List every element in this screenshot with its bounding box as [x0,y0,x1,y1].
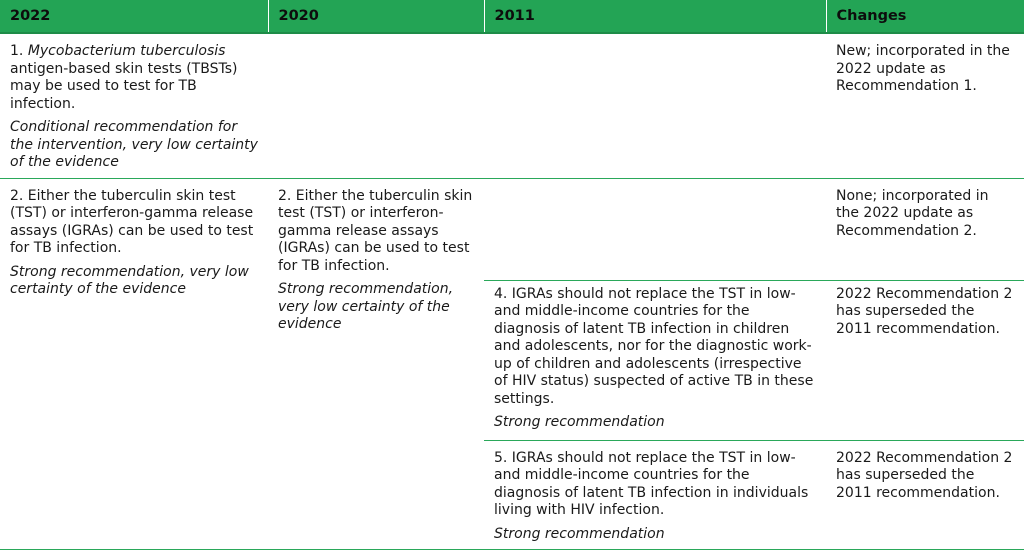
recommendation-text: 2. Either the tuberculin skin test (TST) or interferon-gamma release assays (IGRAs) can be used to test for TB infection. [278,187,473,274]
cell-changes: New; incorporated in the 2022 update as Recommendation 1. [826,33,1024,178]
header-2011: 2011 [484,0,826,33]
table-row [0,178,1024,280]
cell-2020 [268,178,484,550]
cell-2022 [0,178,268,550]
recommendation-number: 1. [10,43,24,59]
header-2020: 2020 [268,0,484,33]
table-row [0,33,1024,178]
header-changes: Changes [826,0,1024,33]
recommendation-strength: Conditional recommendation for the intervention, very low certainty of the evidence [10,119,258,170]
cell-2022 [0,33,268,178]
recommendation-strength: Strong recommendation [494,414,665,430]
cell-2011 [484,178,826,280]
recommendation-strength: Strong recommendation, very low certainty of the evidence [278,281,454,332]
header-2022: 2022 [0,0,268,33]
organism-name: Mycobacterium tuberculosis [27,43,226,59]
cell-2011 [484,33,826,178]
recommendation-text: 5. IGRAs should not replace the TST in low- and middle-income countries for the diagnosis of latent TB infection in individuals living with HIV infection. [494,449,809,518]
recommendation-strength: Strong recommendation [494,525,665,542]
cell-changes: 2022 Recommendation 2 has superseded the 2011 recommendation. [826,280,1024,440]
cell-changes: 2022 Recommendation 2 has superseded the 2011 recommendation. [826,440,1024,550]
cell-2011 [484,280,826,440]
recommendation-text: 2. Either the tuberculin skin test (TST) or interferon-gamma release assays (IGRAs) can be used to test for TB infection. [10,187,254,256]
recommendation-strength: Strong recommendation, very low certainty of the evidence [10,263,249,297]
recommendation-body: antigen-based skin tests (TBSTs) may be used to test for TB infection. [10,60,238,112]
cell-2020 [268,33,484,178]
cell-changes: None; incorporated in the 2022 update as Recommendation 2. [826,178,1024,280]
recommendation-text: 4. IGRAs should not replace the TST in low- and middle-income countries for the diagnosis of latent TB infection in children and adolescents, nor for the diagnostic work-up of children and adolescents (irrespective of HIV status) suspected of active TB in these settings. [494,285,814,407]
cell-2011 [484,440,826,550]
recommendation-text [10,43,258,113]
header-row [0,0,1024,33]
